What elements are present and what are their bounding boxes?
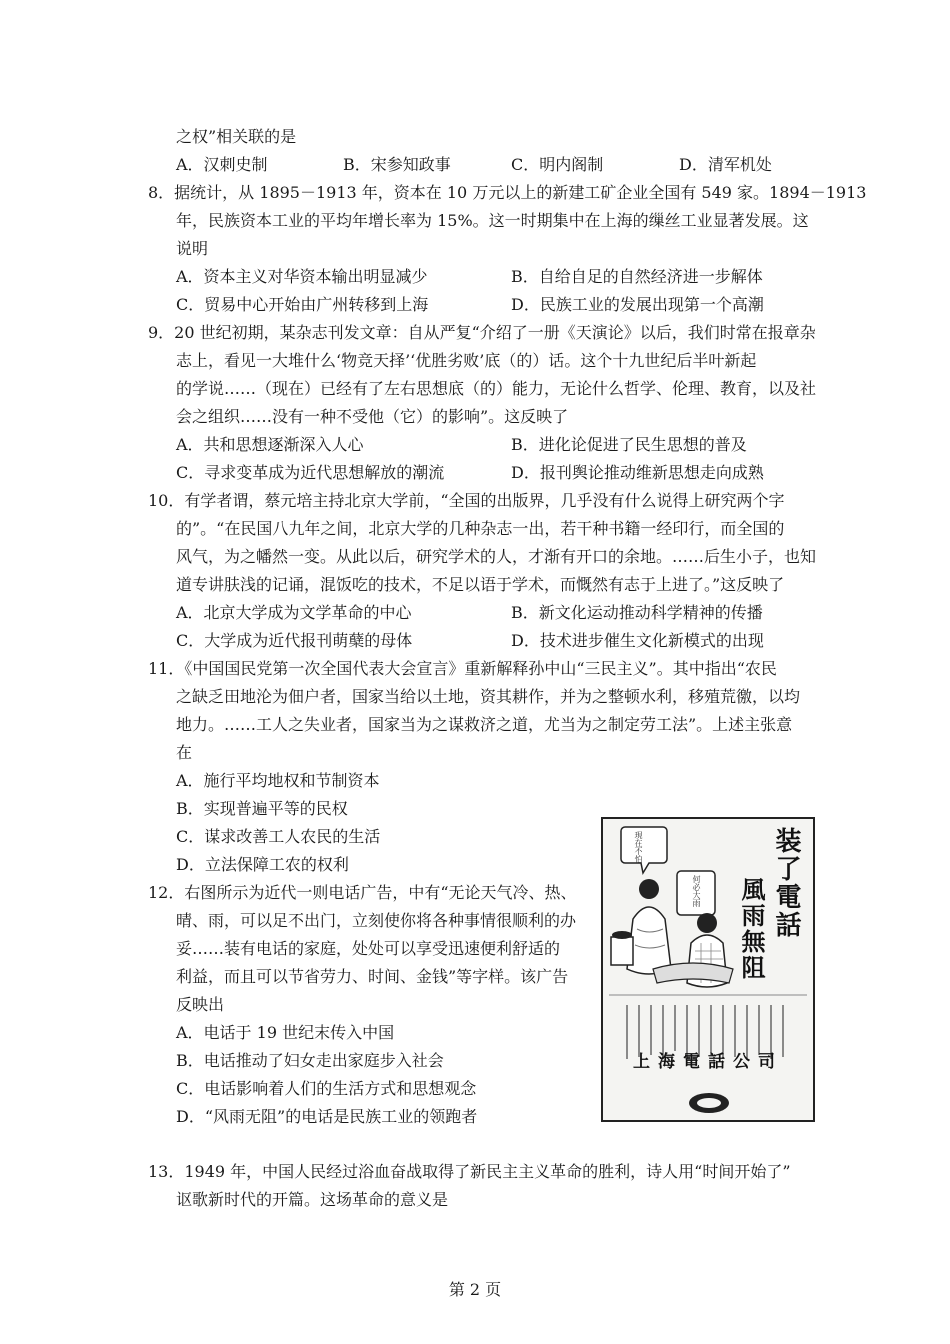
q7-tail: 之权”相关联的是 <box>176 127 297 146</box>
ad-bubble-right-text: 何必大雨 <box>692 875 701 907</box>
q9-stem-line-2: 志上，看见一大堆什么‘物竞天择’‘优胜劣败’底（的）话。这个十九世纪后半叶新起 <box>176 351 757 370</box>
q11-option-d: D．立法保障工农的权利 <box>176 855 349 874</box>
ad-slogan: 風雨無阻 <box>737 877 766 981</box>
q12-stem-line-3: 妥……装有电话的家庭，处处可以享受迅速便利舒适的 <box>176 939 561 958</box>
q8-option-c: C．贸易中心开始由广州转移到上海 <box>176 295 429 314</box>
q12-option-a: A．电话于 19 世纪末传入中国 <box>176 1023 395 1042</box>
q11-option-b: B．实现普遍平等的民权 <box>176 799 348 818</box>
q7-option-d: D．清军机处 <box>679 155 772 174</box>
telephone-advertisement-image <box>601 817 815 1122</box>
q13-stem-line-2: 讴歌新时代的开篇。这场革命的意义是 <box>176 1190 449 1209</box>
q10-option-c: C．大学成为近代报刊萌蘖的母体 <box>176 631 413 650</box>
q7-option-a: A．汉刺史制 <box>176 155 268 174</box>
q12-option-c: C．电话影响着人们的生活方式和思想观念 <box>176 1079 477 1098</box>
q8-stem-line-2: 年，民族资本工业的平均年增长率为 15%。这一时期集中在上海的缫丝工业显著发展。这 <box>176 211 809 230</box>
q9-option-d: D．报刊舆论推动维新思想走向成熟 <box>511 463 764 482</box>
q9-option-a: A．共和思想逐渐深入人心 <box>176 435 364 454</box>
q12-stem-line-5: 反映出 <box>176 995 225 1014</box>
q9-option-c: C．寻求变革成为近代思想解放的潮流 <box>176 463 445 482</box>
q11-stem-line-2: 之缺乏田地沦为佃户者，国家当给以土地，资其耕作，并为之整顿水利，移殖荒徼，以均 <box>176 687 801 706</box>
q7-option-b: B．宋参知政事 <box>343 155 451 174</box>
q10-option-b: B．新文化运动推动科学精神的传播 <box>511 603 763 622</box>
q9-stem-line-4: 会之组织……没有一种不受他（它）的影响”。这反映了 <box>176 407 569 426</box>
q12-stem-line-4: 利益，而且可以节省劳力、时间、金钱”等字样。该广告 <box>176 967 569 986</box>
ad-headline: 装了電話 <box>771 827 801 939</box>
q8-option-d: D．民族工业的发展出现第一个高潮 <box>511 295 764 314</box>
q9-stem-line-1: 9．20 世纪初期，某杂志刊发文章：自从严复“介绍了一册《天演论》以后，我们时常在报章杂 <box>148 323 816 342</box>
q12-stem-line-2: 晴、雨，可以足不出门，立刻使你将各种事情很顺利的办 <box>176 911 577 930</box>
q10-stem-line-4: 道专讲肤浅的记诵，混饭吃的技术，不足以语于学术，而慨然有志于上进了。”这反映了 <box>176 575 785 594</box>
ad-bubble-left-text: 現在不怕 <box>634 831 643 863</box>
q10-option-d: D．技术进步催生文化新模式的出现 <box>511 631 764 650</box>
q10-stem-line-2: 的”。“在民国八九年之间，北京大学的几种杂志一出，若干种书籍一经印行，而全国的 <box>176 519 785 538</box>
q11-option-a: A．施行平均地权和节制资本 <box>176 771 380 790</box>
q12-option-d: D．“风雨无阻”的电话是民族工业的领跑者 <box>176 1107 478 1126</box>
q10-stem-line-3: 风气，为之幡然一变。从此以后，研究学术的人，才渐有开口的余地。……后生小子，也知 <box>176 547 817 566</box>
q8-option-b: B．自给自足的自然经济进一步解体 <box>511 267 763 286</box>
q11-stem-line-1: 11．《中国国民党第一次全国代表大会宣言》重新解释孙中山“三民主义”。其中指出“农民 <box>148 659 777 678</box>
q11-option-c: C．谋求改善工人农民的生活 <box>176 827 381 846</box>
q9-stem-line-3: 的学说……（现在）已经有了左右思想底（的）能力，无论什么哲学、伦理、教育，以及社 <box>176 379 817 398</box>
q12-option-b: B．电话推动了妇女走出家庭步入社会 <box>176 1051 444 1070</box>
q12-stem-line-1: 12．右图所示为近代一则电话广告，中有“无论天气冷、热、 <box>148 883 577 902</box>
q10-option-a: A．北京大学成为文学革命的中心 <box>176 603 412 622</box>
q7-option-c: C．明内阁制 <box>511 155 604 174</box>
q8-stem-line-3: 说明 <box>176 239 209 258</box>
q8-option-a: A．资本主义对华资本输出明显减少 <box>176 267 428 286</box>
q13-stem-line-1: 13．1949 年，中国人民经过浴血奋战取得了新民主主义革命的胜利，诗人用“时间开始了” <box>148 1162 791 1181</box>
q11-stem-line-3: 地力。……工人之失业者，国家当为之谋救济之道，尤当为之制定劳工法”。上述主张意 <box>176 715 793 734</box>
page-number: 第 2 页 <box>448 1280 502 1299</box>
ad-company-name: 上海電話公司 <box>633 1052 783 1072</box>
q9-option-b: B．进化论促进了民生思想的普及 <box>511 435 747 454</box>
q10-stem-line-1: 10．有学者谓，蔡元培主持北京大学前，“全国的出版界，几乎没有什么说得上研究两个字 <box>148 491 785 510</box>
q8-stem-line-1: 8．据统计，从 1895－1913 年，资本在 10 万元以上的新建工矿企业全国有 549 家。1894－1913 <box>148 183 867 202</box>
q11-stem-line-4: 在 <box>176 743 193 762</box>
